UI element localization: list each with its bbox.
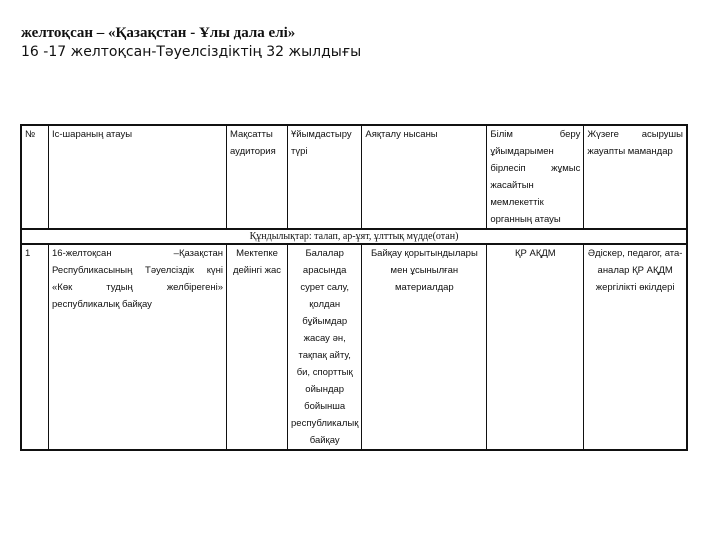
col-header-number: №: [21, 125, 49, 229]
cell-form: Балалар арасында сурет салу, қолдан бұйымдар жасау ән, тақпақ айту, би, спорттық ойындар бойынша республикалық байқау: [288, 244, 362, 450]
page-title: желтоқсан – «Қазақстан - Ұлы дала елі»: [21, 25, 296, 41]
page-subtitle: 16 -17 желтоқсан-Тәуелсіздіктің 32 жылдығы: [21, 44, 362, 60]
table-header-row: [21, 125, 687, 229]
col-header-agency: Білім беру ұйымдарымен бірлесіп жұмыс жасайтын мемлекеттік органның атауы: [487, 125, 584, 229]
col-header-responsible: Жүзеге асырушы жауапты мамандар: [584, 125, 687, 229]
col-header-result: Аяқталу нысаны: [362, 125, 487, 229]
col-header-audience: Мақсатты аудитория: [227, 125, 288, 229]
cell-agency: ҚР АҚДМ: [487, 244, 584, 450]
cell-audience: Мектепке дейінгі жас: [227, 244, 288, 450]
events-table: [20, 124, 688, 451]
cell-event-name: 16-желтоқсан –Қазақстан Республикасының Тәуелсіздік күні «Көк тудың желбірегені» республикалық байқау: [49, 244, 227, 450]
cell-responsible: Әдіскер, педагог, ата-аналар ҚР АҚДМ жергілікті өкілдері: [584, 244, 687, 450]
section-values-label: Құндылықтар: талап, ар-ұят, ұлттық мүдде(отан): [21, 229, 687, 244]
cell-result: Байқау қорытындылары мен ұсынылған материалдар: [362, 244, 487, 450]
section-row: [21, 229, 687, 244]
table-row: [21, 244, 687, 450]
col-header-event-name: Іс-шараның атауы: [49, 125, 227, 229]
col-header-form: Ұйымдастыру түрі: [288, 125, 362, 229]
cell-number: 1: [21, 244, 49, 450]
